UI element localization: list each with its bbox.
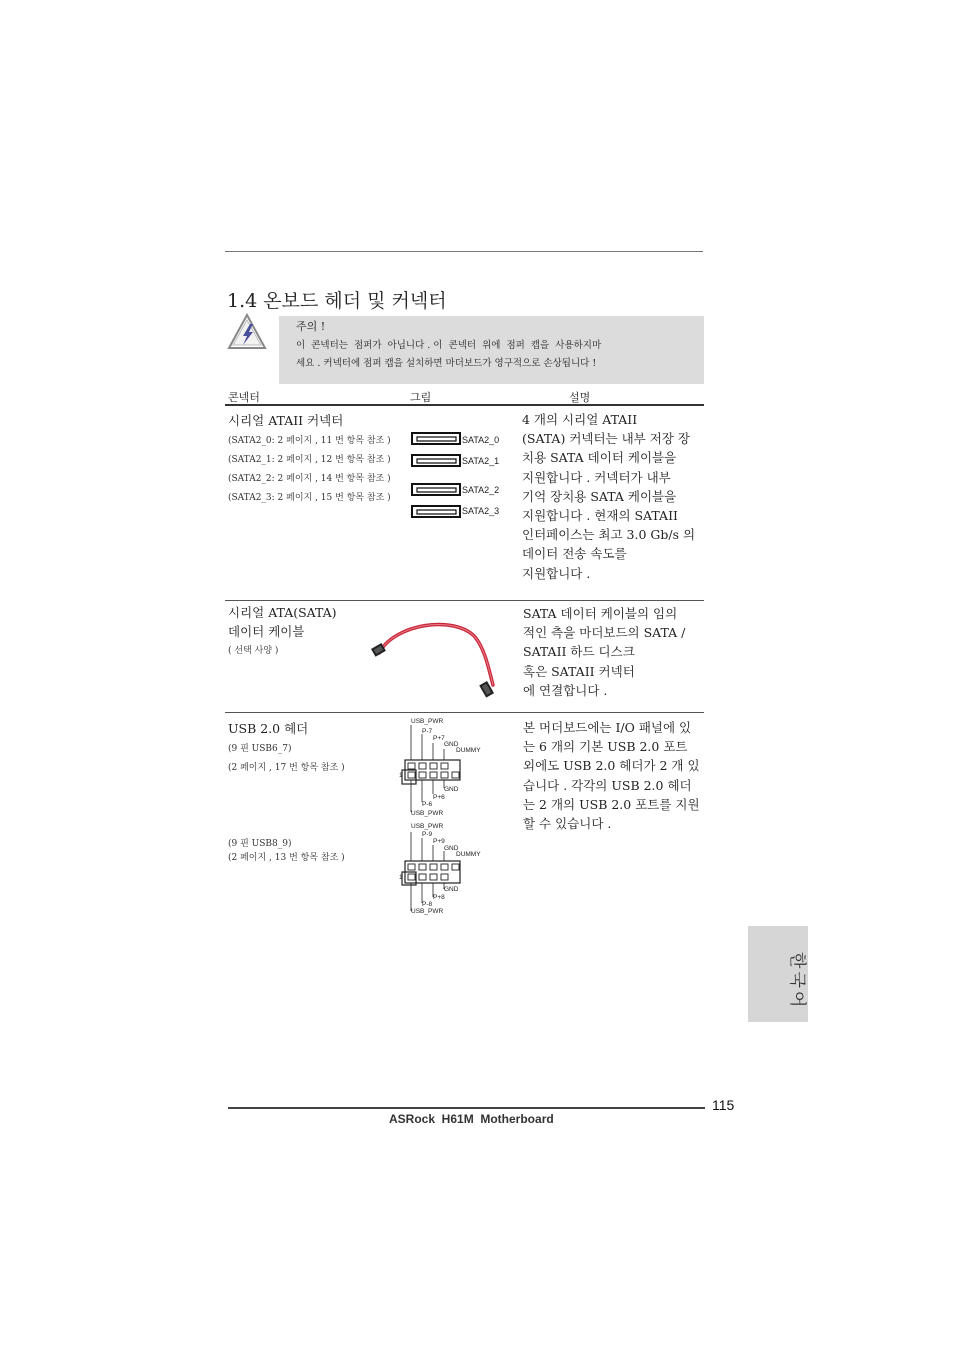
cable-desc-line: 혹은 SATAII 커넥터 [523, 663, 635, 679]
usb-desc-line: 는 6 개의 기본 USB 2.0 포트 [523, 739, 688, 755]
usb-desc-line: 할 수 있습니다 . [523, 816, 612, 832]
sata-ref-3: (SATA2_3: 2 페이지 , 15 번 항목 참조 ) [228, 493, 391, 503]
warning-triangle-icon [226, 312, 268, 352]
sata-ref-1: (SATA2_1: 2 페이지 , 12 번 항목 참조 ) [228, 455, 391, 465]
usb2-p-top-label: P-9 [422, 831, 433, 838]
usb1-bot-pwr-label: USB_PWR [411, 810, 444, 817]
sata-port-label-2: SATA2_2 [462, 485, 500, 495]
cable-desc-line: SATAII 하드 디스크 [523, 644, 635, 660]
sata-port-label-0: SATA2_0 [462, 435, 500, 445]
language-side-tab [748, 926, 808, 1022]
usb1-pp-top-label: P+7 [433, 735, 445, 742]
header-rule [225, 404, 704, 406]
caution-line-2: 세요 . 커넥터에 점퍼 캡을 설치하면 마더보드가 영구적으로 손상됩니다 ! [296, 358, 597, 369]
side-tab-char: 국 [787, 971, 807, 991]
header-connector: 콘넥터 [228, 391, 260, 404]
usb1-pp-bot-label: P+6 [433, 794, 445, 801]
sata-desc-line: 데이터 전송 속도를 [522, 546, 627, 562]
footer-rule [228, 1107, 705, 1109]
usb1-pin1-label: 1 [399, 772, 403, 779]
top-rule [225, 251, 703, 252]
cable-section-rule [225, 712, 704, 713]
language-side-tab-text [787, 952, 812, 1011]
header-description: 설명 [569, 391, 591, 404]
usb2-pin1-label: 1 [399, 874, 403, 881]
usb2-pp-bot-label: P+8 [433, 894, 445, 901]
sata-title: 시리얼 ATAII 커넥터 [228, 413, 344, 428]
usb1-gnd-bot-label: GND [444, 786, 459, 793]
sata-connectors-figure [408, 430, 466, 522]
usb-title: USB 2.0 헤더 [228, 721, 309, 736]
cable-desc-line: 에 연결합니다 . [523, 682, 608, 698]
caution-heading: 주의 ! [296, 320, 326, 333]
usb2-dummy-label: DUMMY [456, 851, 481, 858]
sata-port-label-1: SATA2_1 [462, 456, 500, 466]
footer-model: ASRock H61M Motherboard [389, 1112, 554, 1126]
sata-ref-0: (SATA2_0: 2 페이지 , 11 번 항목 참조 ) [228, 436, 391, 446]
cable-title-1: 시리얼 ATA(SATA) [228, 605, 337, 620]
sata-desc-line: 기억 장치용 SATA 케이블을 [522, 488, 677, 504]
sata-cable-image [365, 615, 515, 700]
usb-header1-pins: (9 핀 USB6_7) [228, 744, 292, 754]
sata-desc-line: 지원합니다 . 커넥터가 내부 [522, 469, 671, 485]
cable-desc-line: 적인 측을 마더보드의 SATA / [523, 625, 686, 641]
usb2-p-bot-label: P-8 [422, 901, 433, 908]
usb2-gnd-top-label: GND [444, 845, 459, 852]
sata-port-label-3: SATA2_3 [462, 506, 500, 516]
usb1-p-top-label: P-7 [422, 728, 433, 735]
cable-optional-note: ( 선택 사양 ) [228, 646, 279, 656]
section-title: 1.4 온보드 헤더 및 커넥터 [227, 290, 447, 312]
side-tab-char: 한 [787, 952, 807, 972]
sata-desc-line: 4 개의 시리얼 ATAII [522, 412, 638, 427]
sata-desc-line: 인터페이스는 최고 3.0 Gb/s 의 [522, 527, 696, 543]
sata-ref-2: (SATA2_2: 2 페이지 , 14 번 항목 참조 ) [228, 474, 391, 484]
usb1-p-bot-label: P-6 [422, 801, 433, 808]
page-number: 115 [712, 1097, 735, 1113]
header-figure: 그림 [410, 391, 432, 404]
usb2-top-pwr-label: USB_PWR [411, 823, 444, 830]
cable-description [523, 604, 685, 700]
usb2-bot-pwr-label: USB_PWR [411, 908, 444, 915]
sata-desc-line: 지원합니다 . 현재의 SATAII [522, 508, 678, 524]
caution-line-1: 이 콘넥터는 점퍼가 아닙니다 . 이 콘넥터 위에 점퍼 캡을 사용하지마 [296, 340, 602, 351]
side-tab-char: 어 [787, 990, 807, 1011]
usb-desc-line: 외에도 USB 2.0 헤더가 2 개 있 [523, 758, 700, 774]
usb-header1-ref: (2 페이지 , 17 번 항목 참조 ) [228, 763, 345, 773]
cable-desc-line: SATA 데이터 케이블의 임의 [523, 606, 678, 621]
sata-desc-line: 지원합니다 . [522, 565, 591, 581]
usb1-dummy-label: DUMMY [456, 747, 481, 754]
usb-header2-ref: (2 페이지 , 13 번 항목 참조 ) [228, 853, 345, 863]
usb-desc-line: 는 2 개의 USB 2.0 포트를 지원 [523, 796, 700, 812]
usb1-top-pwr-label: USB_PWR [411, 718, 444, 725]
usb-desc-line: 본 머더보드에는 I/O 패널에 있 [523, 720, 692, 735]
cable-title-2: 데이터 케이블 [228, 624, 305, 639]
sata-desc-line: (SATA) 커넥터는 내부 저장 장 [522, 431, 690, 447]
sata-desc-line: 치용 SATA 데이터 케이블을 [522, 450, 677, 466]
usb-desc-line: 습니다 . 각각의 USB 2.0 헤더 [523, 777, 692, 793]
usb-description [523, 718, 700, 833]
usb-header-diagram-1 [398, 716, 488, 820]
usb2-pp-top-label: P+9 [433, 838, 445, 845]
usb2-gnd-bot-label: GND [444, 886, 459, 893]
sata-description [522, 410, 695, 583]
sata-section-rule [225, 600, 704, 601]
usb1-gnd-top-label: GND [444, 741, 459, 748]
usb-header2-pins: (9 핀 USB8_9) [228, 839, 292, 849]
